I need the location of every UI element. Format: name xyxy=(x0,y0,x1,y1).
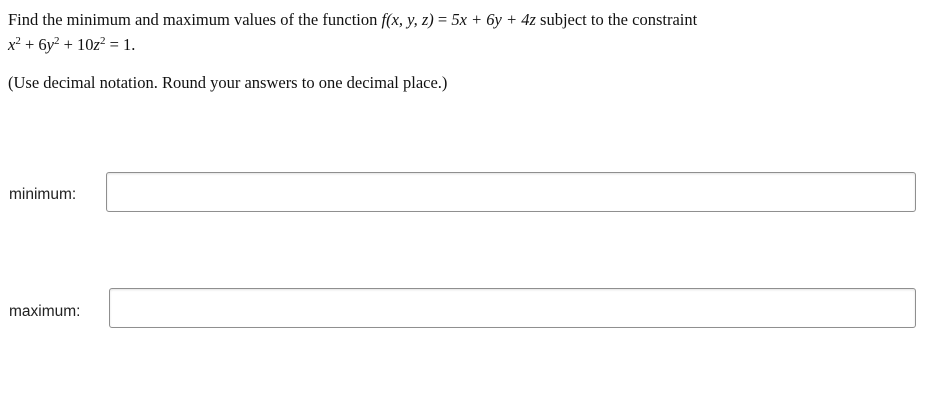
subject-to-text: subject to the constraint xyxy=(535,10,698,29)
problem-line-1 xyxy=(8,10,928,30)
constraint-plus-10: + 10 xyxy=(59,35,94,54)
maximum-answer-input[interactable] xyxy=(109,288,916,328)
constraint-term-y: y xyxy=(46,35,54,54)
function-name: f xyxy=(381,10,387,29)
function-args: (x, y, z) xyxy=(386,10,434,29)
constraint-exp-x: 2 xyxy=(15,35,21,47)
problem-intro: Find the minimum and maximum values of the function xyxy=(8,10,382,29)
constraint-term-z: z xyxy=(93,35,100,54)
rounding-instruction: (Use decimal notation. Round your answers to one decimal place.) xyxy=(8,73,448,92)
constraint-equation xyxy=(8,35,928,55)
function-equals: = xyxy=(433,10,452,29)
minimum-answer-input[interactable] xyxy=(106,172,916,212)
constraint-exp-z: 2 xyxy=(99,35,106,47)
maximum-label: maximum: xyxy=(9,303,81,320)
problem-statement xyxy=(8,10,928,55)
constraint-term-x: x xyxy=(8,35,16,54)
constraint-rhs: = 1. xyxy=(105,35,136,54)
minimum-label: minimum: xyxy=(9,186,77,203)
constraint-plus-6: + 6 xyxy=(20,35,47,54)
function-expression: 5x + 6y + 4z xyxy=(451,10,536,29)
constraint-exp-y: 2 xyxy=(53,35,60,47)
